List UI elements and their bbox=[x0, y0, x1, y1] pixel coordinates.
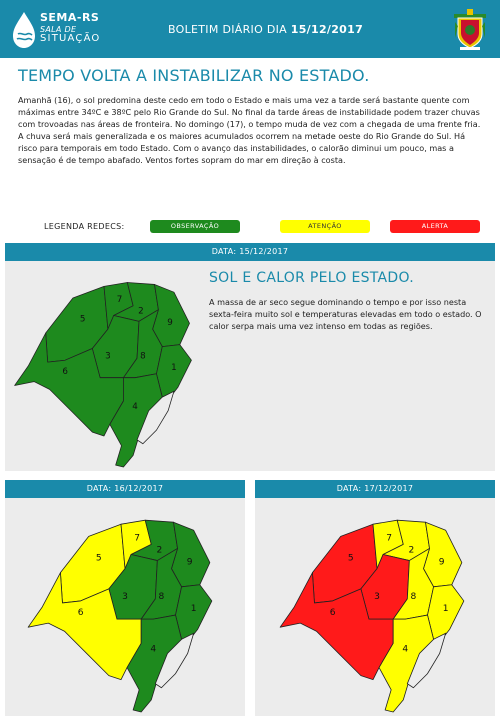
legend-alerta: ALERTA bbox=[390, 220, 480, 233]
map-region-label: 2 bbox=[408, 545, 415, 556]
map-region-label: 4 bbox=[132, 401, 138, 412]
legend-atencao: ATENÇÃO bbox=[280, 220, 370, 233]
map-region-label: 4 bbox=[150, 644, 157, 655]
map-region-label: 6 bbox=[62, 366, 68, 377]
map-region-label: 2 bbox=[156, 545, 163, 556]
map-region-label: 6 bbox=[329, 608, 336, 619]
legend bbox=[44, 220, 484, 234]
map-region-9 bbox=[153, 284, 190, 346]
bulletin-title-prefix: BOLETIM DIÁRIO DIA bbox=[168, 23, 291, 36]
map-region-label: 6 bbox=[77, 608, 84, 619]
panel-date-bar: DATA: 15/12/2017 bbox=[5, 243, 495, 261]
map-region-label: 4 bbox=[402, 644, 409, 655]
forecast-panel-day3 bbox=[255, 480, 495, 716]
map-region-9 bbox=[171, 522, 209, 587]
main-title: TEMPO VOLTA A INSTABILIZAR NO ESTADO. bbox=[18, 66, 370, 85]
map-region-label: 5 bbox=[95, 553, 102, 564]
map-region-label: 7 bbox=[134, 533, 141, 544]
map-region-9 bbox=[423, 522, 461, 587]
bulletin-date: 15/12/2017 bbox=[290, 23, 364, 36]
intro-paragraph: Amanhã (16), o sol predomina deste cedo em todo o Estado e mais uma vez a tarde será bastante quente com máximas entre 34ºC e 38ºC pelo Rio Grande do Sul. No final da tarde áreas de instabilidade podem trazer chuvas com trovoadas nas áreas de fronteira. No domingo (17), o tempo muda de vez com a chegada de uma frente fria. A chuva será mais generalizada e os maiores acumulados ocorrem na metade oeste do Rio Grande do Sul. Há risco para temporais em todo Estado. Com o avanço das instabilidades, o calorão diminui um pouco, mas a sensação é de tempo abafado. Ventos fortes sopram do mar em direção à costa. bbox=[18, 95, 481, 165]
legend-observacao: OBSERVAÇÃO bbox=[150, 220, 240, 233]
map-region-label: 9 bbox=[186, 557, 193, 568]
map-region-label: 8 bbox=[410, 591, 417, 602]
state-region-map bbox=[19, 502, 223, 714]
map-region-label: 5 bbox=[347, 553, 354, 564]
day1-text: A massa de ar seco segue dominando o tempo e por isso nesta sexta-feira muito sol e temperaturas elevadas em todo o estado. O calor serpa mais uma vez intenso em todas as regiões. bbox=[209, 297, 482, 331]
header-bar bbox=[0, 0, 500, 58]
logo-sub1-text: SALA DE bbox=[40, 25, 77, 34]
bulletin-title bbox=[168, 23, 363, 36]
map-region-label: 1 bbox=[171, 362, 177, 373]
state-region-map bbox=[5, 265, 203, 469]
map-region-label: 3 bbox=[122, 591, 128, 602]
map-region-label: 8 bbox=[158, 591, 165, 602]
logo-main-text: SEMA-RS bbox=[40, 11, 100, 24]
map-region-label: 7 bbox=[116, 294, 123, 305]
map-region-label: 1 bbox=[190, 604, 197, 615]
map-region-label: 8 bbox=[140, 351, 146, 362]
map-region-label: 5 bbox=[79, 314, 86, 325]
legend-label: LEGENDA REDECS: bbox=[44, 222, 125, 231]
map-region-label: 9 bbox=[438, 557, 445, 568]
day1-headline: SOL E CALOR PELO ESTADO. bbox=[209, 270, 415, 286]
panel-date-bar: DATA: 17/12/2017 bbox=[255, 480, 495, 498]
map-region-label: 7 bbox=[386, 533, 393, 544]
panel-date-bar: DATA: 16/12/2017 bbox=[5, 480, 245, 498]
state-coat-of-arms-icon bbox=[452, 8, 488, 52]
map-region-label: 3 bbox=[374, 591, 380, 602]
map-region-label: 9 bbox=[167, 318, 173, 329]
map-region-label: 1 bbox=[442, 604, 449, 615]
forecast-panel-day2 bbox=[5, 480, 245, 716]
state-region-map bbox=[271, 502, 475, 714]
map-region-label: 3 bbox=[105, 351, 111, 362]
forecast-panel-day1 bbox=[5, 243, 495, 471]
map-region-label: 2 bbox=[138, 306, 144, 317]
logo-sub2-text: SITUAÇÃO bbox=[40, 33, 101, 44]
